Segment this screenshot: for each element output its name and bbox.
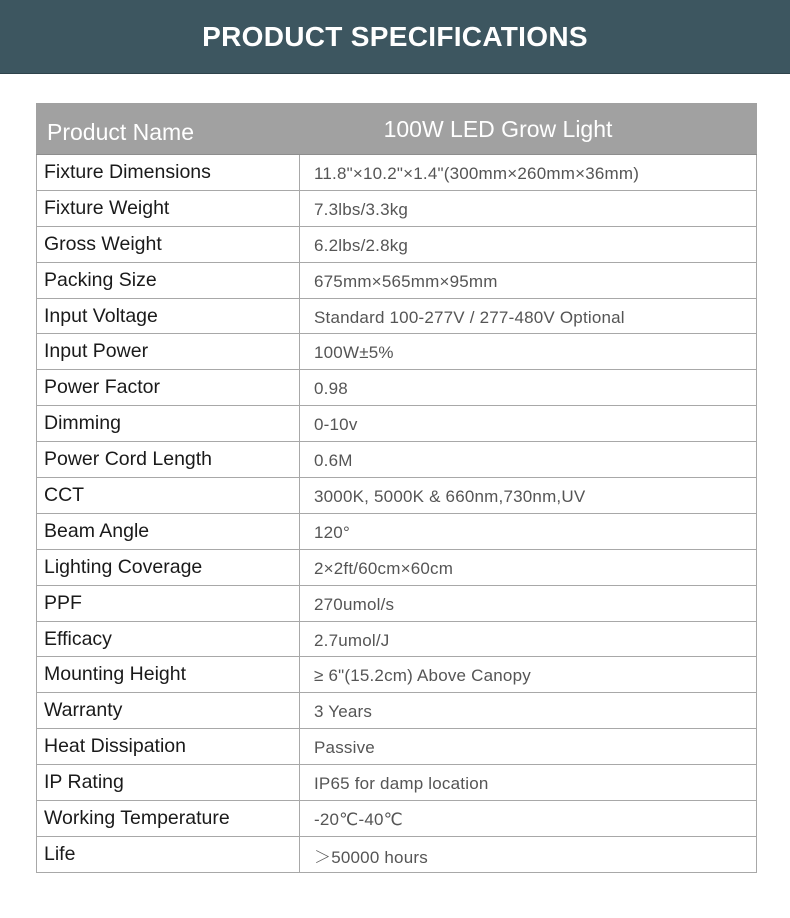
header-value: 100W LED Grow Light — [300, 104, 757, 155]
spec-table — [36, 103, 757, 873]
table-row — [37, 657, 757, 693]
header-label: Product Name — [37, 104, 300, 155]
spec-label: Heat Dissipation — [37, 729, 300, 765]
table-row — [37, 513, 757, 549]
spec-value: 675mm×565mm×95mm — [300, 262, 757, 298]
spec-value: 7.3lbs/3.3kg — [300, 190, 757, 226]
table-row — [37, 478, 757, 514]
spec-value: -20℃-40℃ — [300, 801, 757, 837]
page-title: PRODUCT SPECIFICATIONS — [202, 20, 588, 52]
spec-label: Warranty — [37, 693, 300, 729]
spec-value: 0-10v — [300, 406, 757, 442]
spec-label: Fixture Weight — [37, 190, 300, 226]
table-row — [37, 334, 757, 370]
spec-label: Fixture Dimensions — [37, 155, 300, 191]
table-row — [37, 406, 757, 442]
spec-label: Power Factor — [37, 370, 300, 406]
spec-value: ≥ 6"(15.2cm) Above Canopy — [300, 657, 757, 693]
spec-value: 0.98 — [300, 370, 757, 406]
table-row — [37, 190, 757, 226]
spec-label: Mounting Height — [37, 657, 300, 693]
table-row — [37, 226, 757, 262]
spec-label: Power Cord Length — [37, 442, 300, 478]
spec-value: 270umol/s — [300, 585, 757, 621]
table-row — [37, 262, 757, 298]
spec-value: 0.6M — [300, 442, 757, 478]
table-row — [37, 801, 757, 837]
spec-label: Input Voltage — [37, 298, 300, 334]
table-row — [37, 765, 757, 801]
table-row — [37, 621, 757, 657]
spec-label: PPF — [37, 585, 300, 621]
spec-value: 100W±5% — [300, 334, 757, 370]
spec-label: Gross Weight — [37, 226, 300, 262]
spec-value: Passive — [300, 729, 757, 765]
table-header-row — [37, 104, 757, 155]
spec-label: Efficacy — [37, 621, 300, 657]
table-row — [37, 155, 757, 191]
spec-value: Standard 100-277V / 277-480V Optional — [300, 298, 757, 334]
spec-label: Beam Angle — [37, 513, 300, 549]
spec-label: Packing Size — [37, 262, 300, 298]
spec-value: 11.8"×10.2"×1.4"(300mm×260mm×36mm) — [300, 155, 757, 191]
spec-value: 120° — [300, 513, 757, 549]
spec-label: Life — [37, 836, 300, 872]
table-row — [37, 370, 757, 406]
spec-value: 2×2ft/60cm×60cm — [300, 549, 757, 585]
table-row — [37, 585, 757, 621]
spec-value: IP65 for damp location — [300, 765, 757, 801]
spec-value: 3000K, 5000K & 660nm,730nm,UV — [300, 478, 757, 514]
spec-label: Input Power — [37, 334, 300, 370]
table-row — [37, 729, 757, 765]
spec-label: Lighting Coverage — [37, 549, 300, 585]
spec-label: Dimming — [37, 406, 300, 442]
table-row — [37, 549, 757, 585]
spec-value: 2.7umol/J — [300, 621, 757, 657]
spec-value: ＞50000 hours — [300, 836, 757, 872]
table-row — [37, 693, 757, 729]
spec-label: IP Rating — [37, 765, 300, 801]
spec-value: 3 Years — [300, 693, 757, 729]
spec-value: 6.2lbs/2.8kg — [300, 226, 757, 262]
spec-label: CCT — [37, 478, 300, 514]
title-banner — [0, 0, 790, 74]
table-row — [37, 836, 757, 872]
table-row — [37, 298, 757, 334]
table-row — [37, 442, 757, 478]
spec-label: Working Temperature — [37, 801, 300, 837]
